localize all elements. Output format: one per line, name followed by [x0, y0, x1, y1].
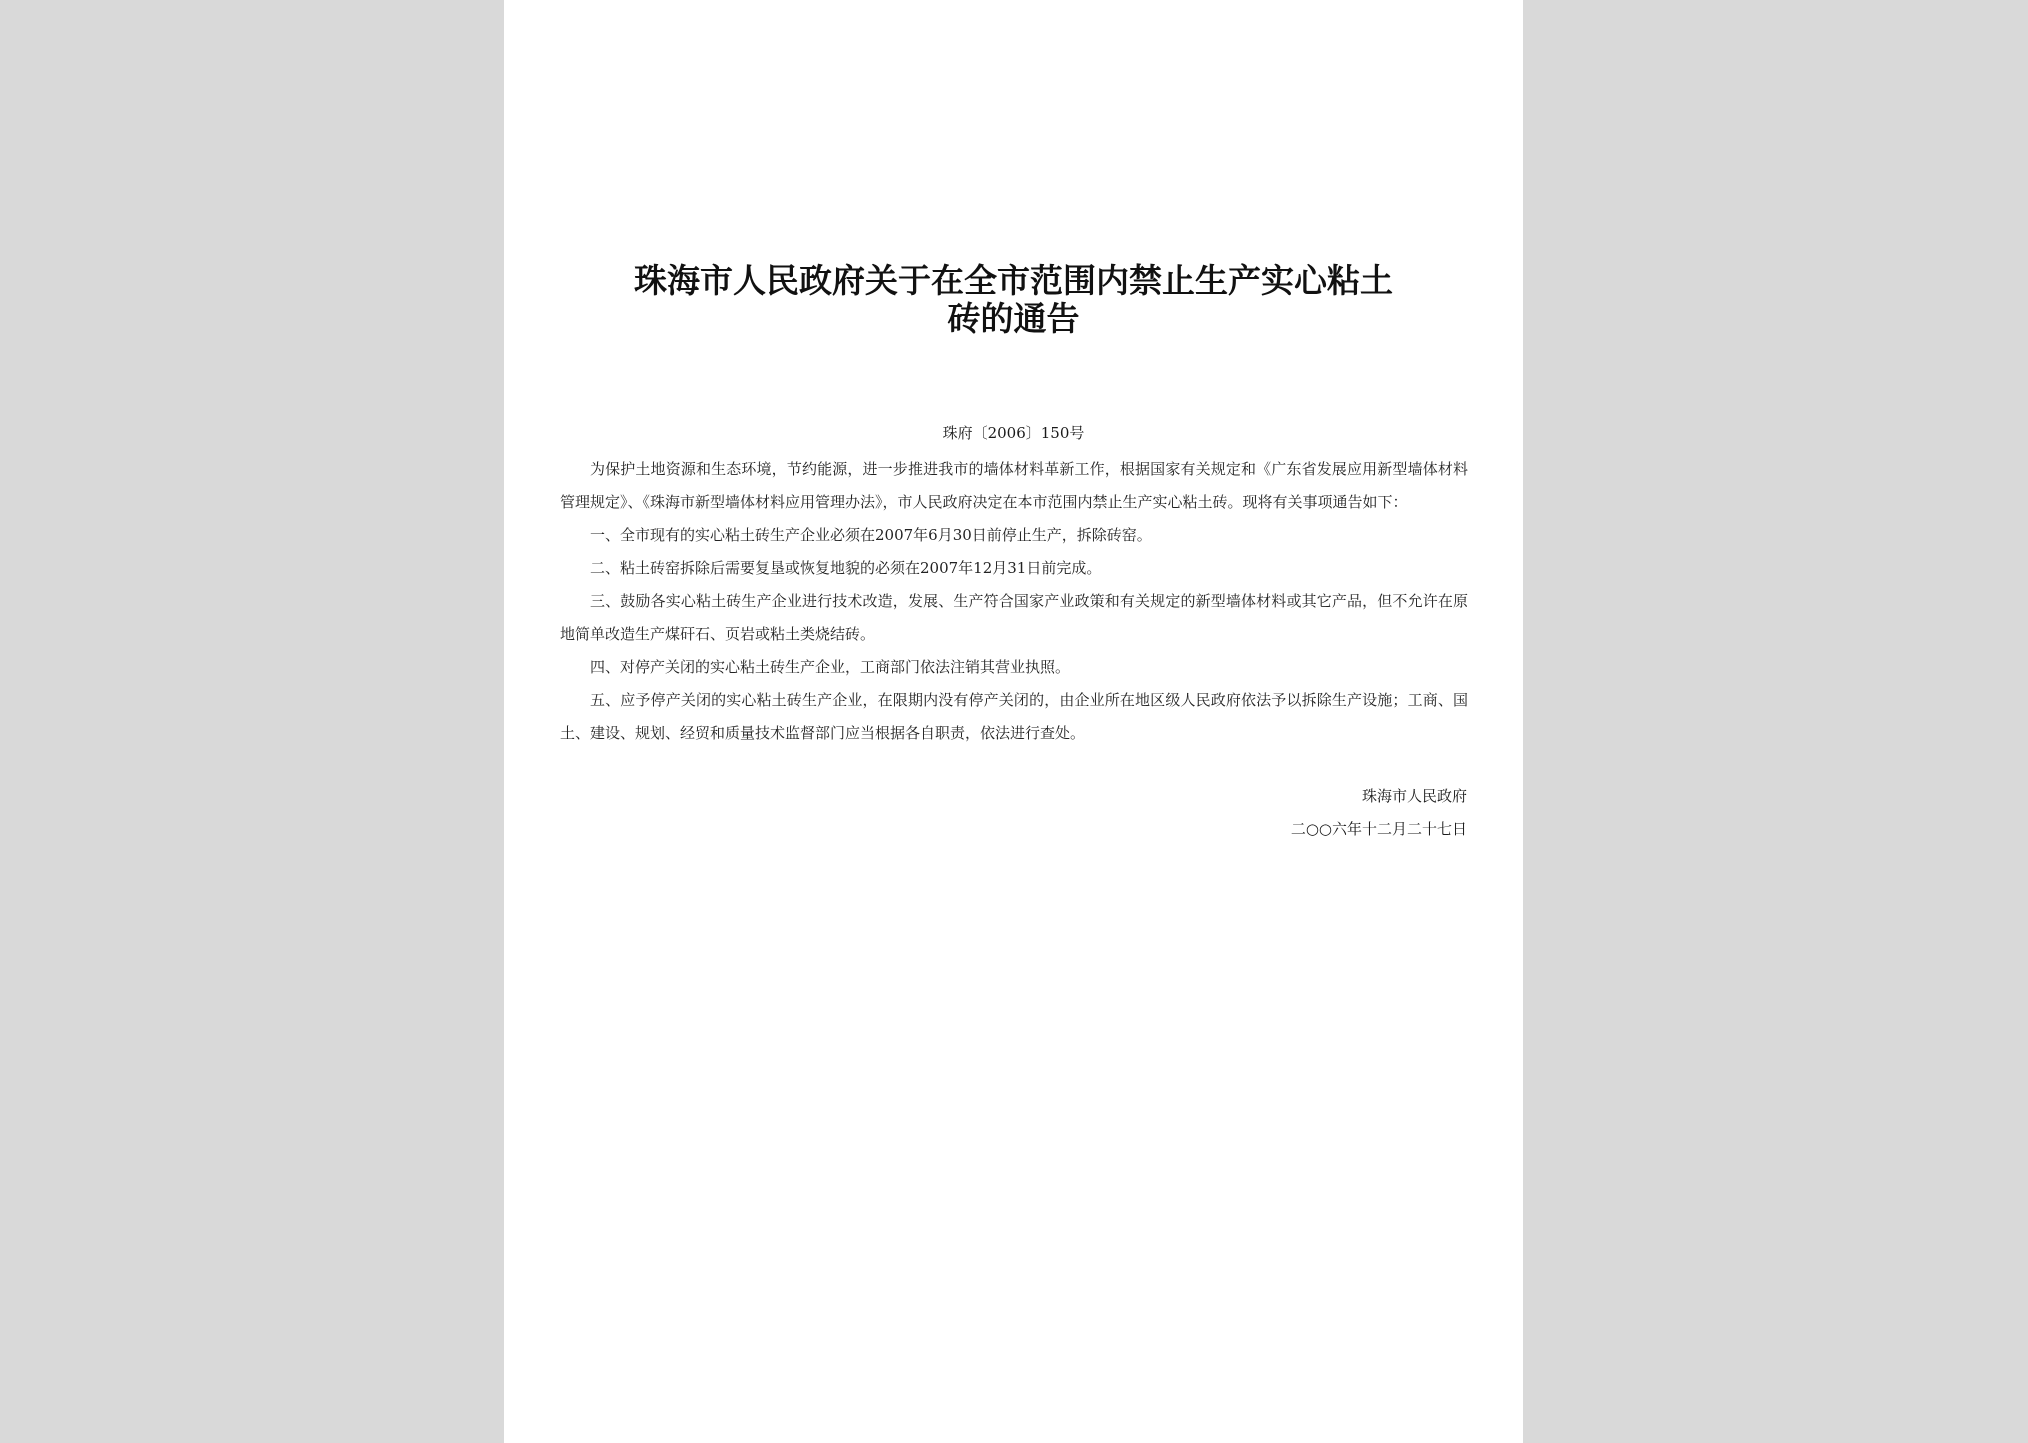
- document-page: [504, 0, 1523, 1443]
- title-line-1: 珠海市人民政府关于在全市范围内禁止生产实心粘土: [634, 261, 1393, 300]
- paragraph-intro: 为保护土地资源和生态环境，节约能源，进一步推进我市的墙体材料革新工作，根据国家有关规定和《广东省发展应用新型墙体材料管理规定》、《珠海市新型墙体材料应用管理办法》，市人民政府决定在本市范围内禁止生产实心粘土砖。现将有关事项通告如下：: [560, 460, 1468, 511]
- title-line-2: 砖的通告: [947, 299, 1080, 338]
- paragraph-item-2: 二、粘土砖窑拆除后需要复垦或恢复地貌的必须在2007年12月31日前完成。: [590, 559, 1102, 577]
- signature-block: [1291, 780, 1467, 846]
- document-number: 珠府〔2006〕150号: [942, 424, 1085, 442]
- paragraph-item-3: 三、鼓励各实心粘土砖生产企业进行技术改造，发展、生产符合国家产业政策和有关规定的新型墙体材料或其它产品，但不允许在原地简单改造生产煤矸石、页岩或粘土类烧结砖。: [560, 592, 1468, 643]
- document-body: [560, 453, 1468, 750]
- paragraph-item-1: 一、全市现有的实心粘土砖生产企业必须在2007年6月30日前停止生产，拆除砖窑。: [590, 526, 1152, 544]
- issue-date: 二○○六年十二月二十七日: [1290, 820, 1467, 838]
- paragraph-item-4: 四、对停产关闭的实心粘土砖生产企业，工商部门依法注销其营业执照。: [590, 658, 1071, 676]
- signatory: 珠海市人民政府: [1361, 787, 1467, 805]
- paragraph-item-5: 五、应予停产关闭的实心粘土砖生产企业，在限期内没有停产关闭的，由企业所在地区级人民政府依法予以拆除生产设施；工商、国土、建设、规划、经贸和质量技术监督部门应当根据各自职责，依法进行查处。: [560, 691, 1468, 742]
- document-title: [554, 262, 1473, 338]
